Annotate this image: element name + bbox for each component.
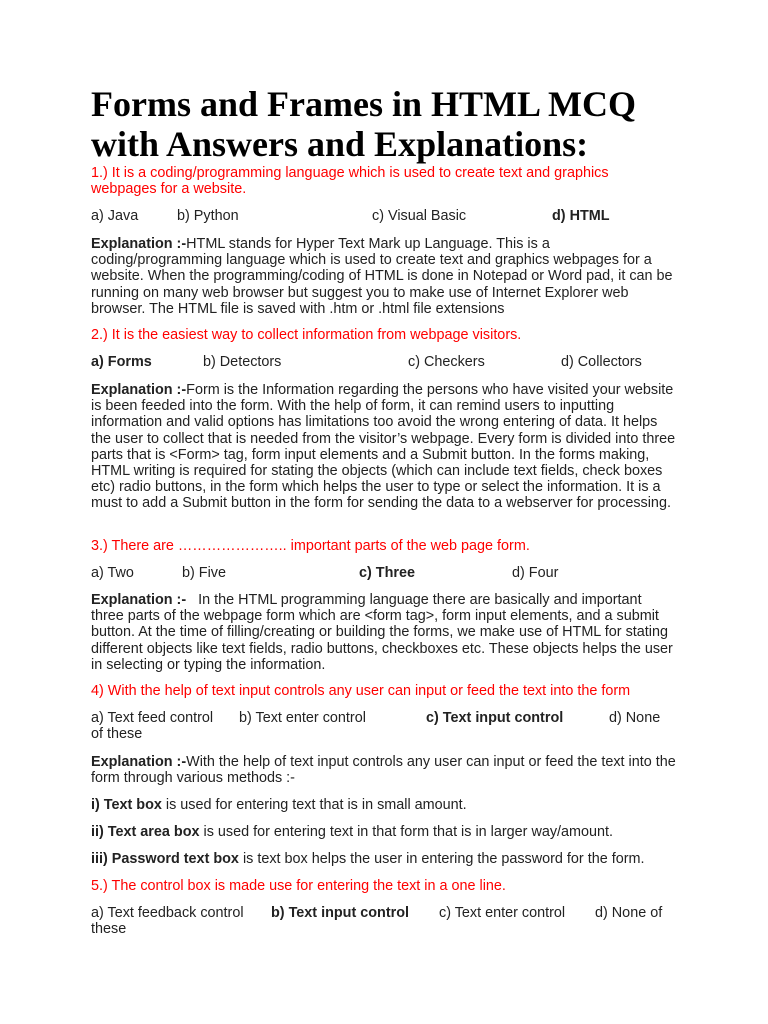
explanation-label: Explanation :- — [91, 236, 187, 252]
explanation-1 — [91, 236, 676, 317]
option-a: a) Text feed control — [91, 710, 214, 726]
explanation-label: Explanation :- — [91, 382, 187, 398]
question-2-text: 2.) It is the easiest way to collect information from webpage visitors. — [91, 327, 522, 343]
option-d: d) None — [609, 710, 661, 726]
list-item-password-text-box — [91, 851, 676, 867]
question-4-text: 4) With the help of text input controls any user can input or feed the text into the form — [91, 683, 631, 699]
option-b: b) Text enter control — [239, 710, 366, 726]
question-5-options — [91, 905, 676, 939]
option-d: d) Four — [512, 565, 559, 581]
explanation-3 — [91, 592, 676, 673]
option-d: d) Collectors — [561, 354, 642, 370]
list-item-label: iii) Password text box — [91, 851, 239, 867]
explanation-4 — [91, 754, 676, 786]
option-a-answer: a) Forms — [91, 354, 152, 370]
list-item-label: ii) Text area box — [91, 824, 200, 840]
explanation-2 — [91, 382, 676, 512]
explanation-text: In the HTML programming language there are basically and important three parts of the webpage form which are <form tag>, form input elements, and a submit button. At the time of filling/creating or building the forms, we make use of HTML for stating different objects like text fields, radio buttons, checkboxes etc. These objects helps the user in selecting or typing the information. — [91, 592, 677, 673]
option-d-continued: of these — [91, 726, 143, 742]
explanation-label: Explanation :- — [91, 754, 187, 770]
list-item-text: is used for entering text in that form that is in larger way/amount. — [199, 824, 614, 840]
option-c-answer: c) Text input control — [426, 710, 564, 726]
option-b-answer: b) Text input control — [271, 905, 410, 921]
page-title: Forms and Frames in HTML MCQ with Answers and Explanations: — [91, 84, 636, 164]
option-c: c) Checkers — [408, 354, 485, 370]
explanation-text: HTML stands for Hyper Text Mark up Language. This is a coding/programming language which is used to create text and graphics webpages for a website. When the programming/coding of HTML is done in Notepad or Word pad, it can be running on many web browser but suggest you to make use of Internet Explorer web browser. The HTML file is saved with .htm or .html file extensions — [91, 236, 673, 317]
option-b: b) Python — [177, 208, 239, 224]
list-item-label: i) Text box — [91, 797, 162, 813]
option-d-answer: d) HTML — [552, 208, 610, 224]
option-d-continued: these — [91, 921, 127, 937]
option-c: c) Visual Basic — [372, 208, 467, 224]
question-1-options — [91, 208, 676, 225]
option-b: b) Detectors — [203, 354, 282, 370]
list-item-text-box — [91, 797, 676, 813]
question-3-text: 3.) There are ………………….. important parts of the web page form. — [91, 538, 530, 554]
explanation-label: Explanation :- — [91, 592, 187, 608]
question-2-options — [91, 354, 676, 371]
list-item-text-area-box — [91, 824, 676, 840]
question-3-options — [91, 565, 676, 582]
option-a: a) Java — [91, 208, 139, 224]
option-a: a) Text feedback control — [91, 905, 244, 921]
question-1-text: 1.) It is a coding/programming language which is used to create text and graphics webpages for a website. — [91, 165, 609, 198]
option-c: c) Text enter control — [439, 905, 566, 921]
option-c-answer: c) Three — [359, 565, 415, 581]
question-5-text: 5.) The control box is made use for entering the text in a one line. — [91, 878, 506, 894]
option-b: b) Five — [182, 565, 226, 581]
option-a: a) Two — [91, 565, 134, 581]
option-d: d) None of — [595, 905, 663, 921]
explanation-text: With the help of text input controls any user can input or feed the text into the form through various methods :- — [91, 754, 676, 787]
explanation-text: Form is the Information regarding the persons who have visited your website is been feeded into the form. With the help of form, it can remind users to inputting information and valid options has limitations too avoid the wrong entering of data. It helps the user to collect that is needed from the visitor’s webpage. Every form is divided into three parts that is <Form> tag, form input elements and a Submit button. In the forms making, HTML writing is required for stating the objects (which can include text fields, check boxes etc) radio buttons, in the form which helps the user to type or select the information. It is a must to add a Submit button in the form for sending the data to a webserver for processing. — [91, 382, 676, 512]
list-item-text: is used for entering text that is in small amount. — [161, 797, 467, 813]
list-item-text: is text box helps the user in entering the password for the form. — [238, 851, 645, 867]
question-4-options — [91, 710, 676, 744]
